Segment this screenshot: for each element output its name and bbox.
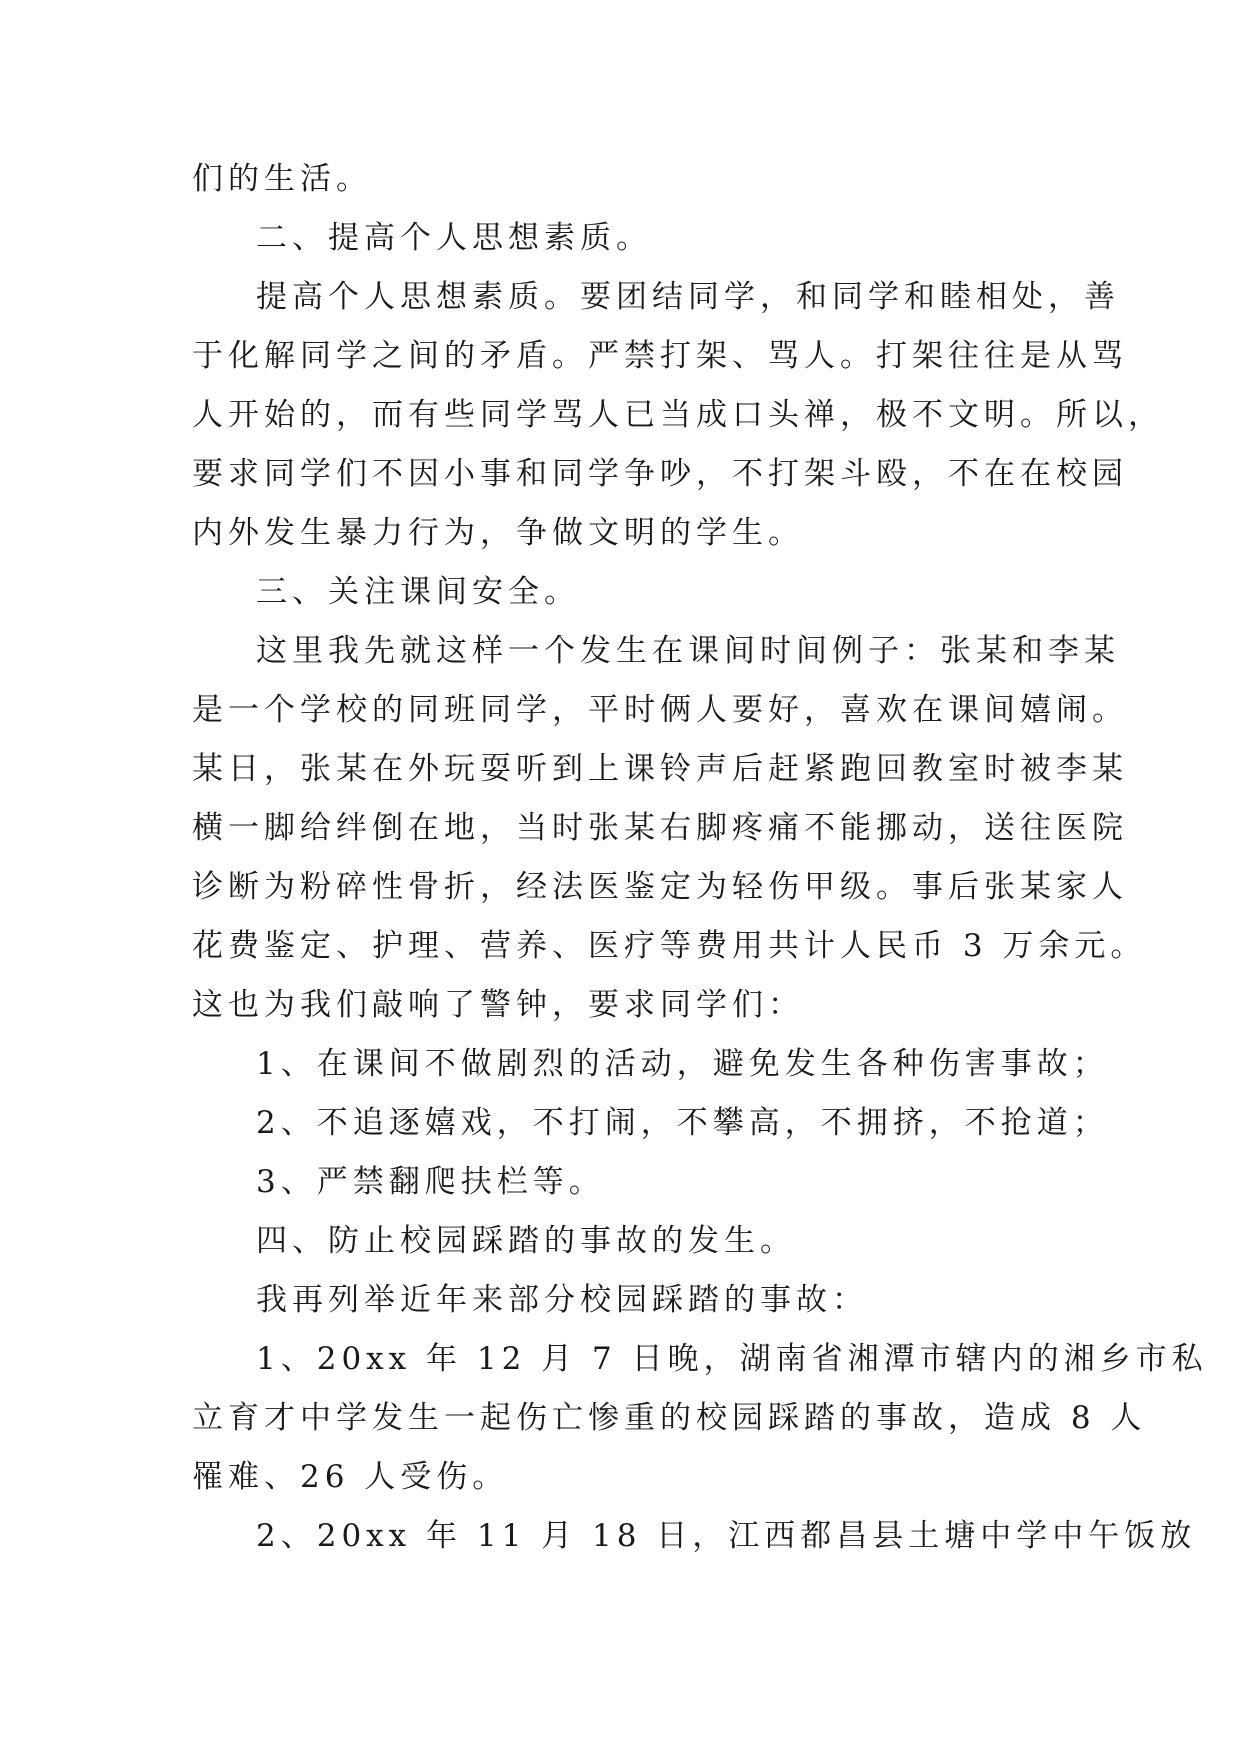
text-line: 于化解同学之间的矛盾。严禁打架、骂人。打架往往是从骂 <box>192 338 1128 374</box>
text-line: 是一个学校的同班同学，平时俩人要好，喜欢在课间嬉闹。 <box>192 692 1128 728</box>
text-line: 要求同学们不因小事和同学争吵，不打架斗殴，不在在校园 <box>192 456 1128 492</box>
text-line: 内外发生暴力行为，争做文明的学生。 <box>192 515 804 551</box>
text-line: 横一脚给绊倒在地，当时张某右脚疼痛不能挪动，送往医院 <box>192 810 1128 846</box>
text-line: 提高个人思想素质。要团结同学，和同学和睦相处，善 <box>256 279 1120 315</box>
text-line: 1、在课间不做剧烈的活动，避免发生各种伤害事故； <box>256 1046 1109 1082</box>
text-line: 诊断为粉碎性骨折，经法医鉴定为轻伤甲级。事后张某家人 <box>192 869 1128 905</box>
text-line: 罹难、26 人受伤。 <box>192 1459 509 1495</box>
text-line: 2、不追逐嬉戏，不打闹，不攀高，不拥挤，不抢道； <box>256 1105 1109 1141</box>
text-line: 三、关注课间安全。 <box>256 574 580 610</box>
text-line: 我再列举近年来部分校园踩踏的事故： <box>256 1282 868 1318</box>
text-line: 人开始的，而有些同学骂人已当成口头禅，极不文明。所以， <box>192 397 1164 433</box>
text-line: 3、严禁翻爬扶栏等。 <box>256 1164 605 1200</box>
text-line: 们的生活。 <box>192 161 372 197</box>
text-line: 花费鉴定、护理、营养、医疗等费用共计人民币 3 万余元。 <box>192 928 1147 964</box>
text-line: 二、提高个人思想素质。 <box>256 220 652 256</box>
text-line: 某日，张某在外玩耍听到上课铃声后赶紧跑回教室时被李某 <box>192 751 1128 787</box>
text-line: 1、20xx 年 12 月 7 日晚，湖南省湘潭市辖内的湘乡市私 <box>256 1341 1208 1377</box>
text-line: 这也为我们敲响了警钟，要求同学们： <box>192 987 804 1023</box>
text-line: 这里我先就这样一个发生在课间时间例子：张某和李某 <box>256 633 1120 669</box>
text-line: 四、防止校园踩踏的事故的发生。 <box>256 1223 796 1259</box>
document-body <box>192 150 1208 1566</box>
text-line: 立育才中学发生一起伤亡惨重的校园踩踏的事故，造成 8 人 <box>192 1400 1147 1436</box>
text-line: 2、20xx 年 11 月 18 日，江西都昌县土塘中学中午饭放 <box>256 1518 1197 1554</box>
